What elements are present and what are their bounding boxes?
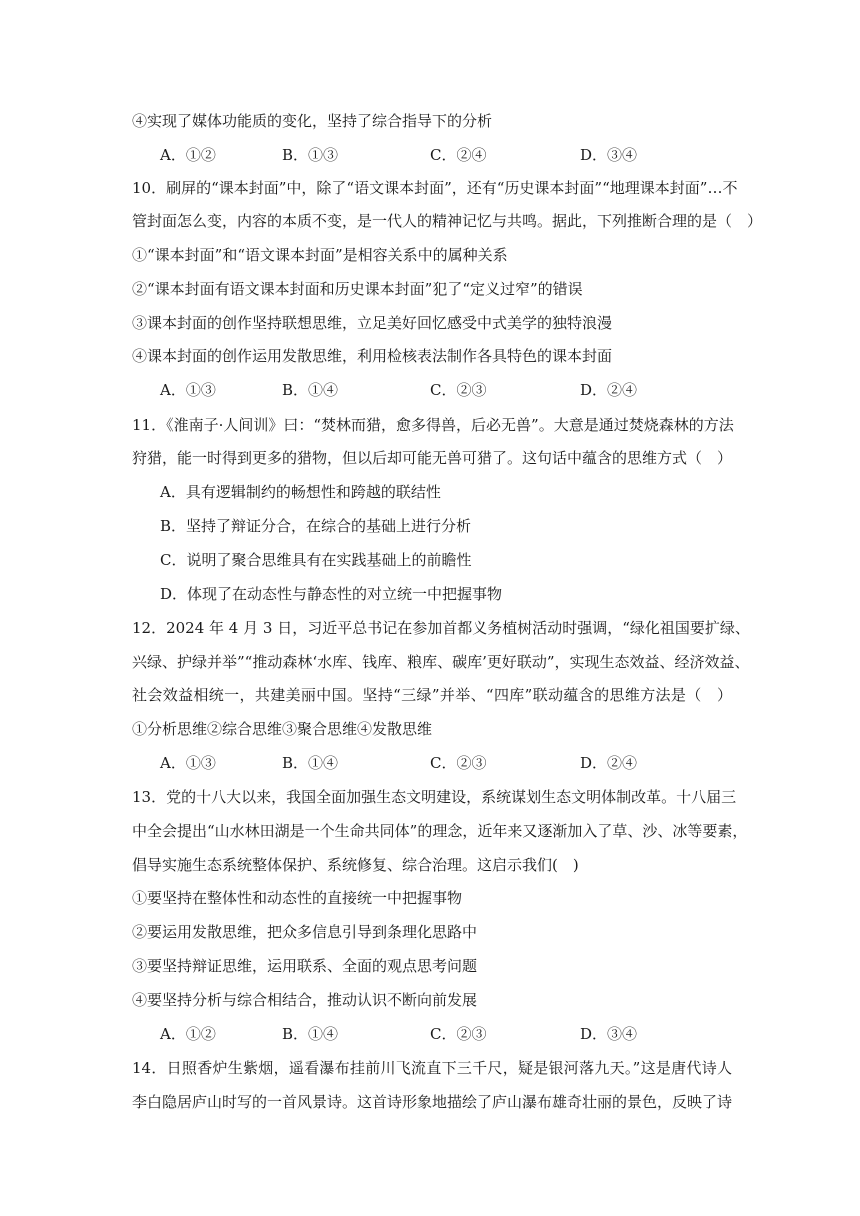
q13-stem-line1: 13．党的十八大以来，我国全面加强生态文明建设，系统谋划生态文明体制改革。十八届三 [132,788,737,806]
q12-stem-line3: 社会效益相统一，共建美丽中国。坚持“三绿”并举、“四库”联动蕴含的思维方法是（ ） [132,686,732,704]
q11-stem-line1: 11．《淮南子·人间训》曰：“焚林而猎，愈多得兽，后必无兽”。大意是通过焚烧森林的方法 [132,416,734,434]
q11-option-a: A．具有逻辑制约的畅想性和跨越的联结性 [160,483,441,501]
q12-stem-line2: 兴绿、护绿并举”“推动森林‘水库、钱库、粮库、碳库’更好联动”，实现生态效益、经济效益、 [132,653,750,671]
q9-option-c: C．②④ [430,146,487,164]
q11-stem-line2: 狩猎，能一时得到更多的猎物，但以后却可能无兽可猎了。这句话中蕴含的思维方式（ ） [132,449,733,467]
q10-stem-line2: 管封面怎么变，内容的本质不变，是一代人的精神记忆与共鸣。据此，下列推断合理的是（ ） [132,212,763,230]
q12-items: ①分析思维②综合思维③聚合思维④发散思维 [132,720,433,738]
q13-option-b: B．①④ [282,1025,339,1043]
q10-item-3: ③课本封面的创作坚持联想思维，立足美好回忆感受中式美学的独特浪漫 [132,314,613,332]
q14-stem-line1: 14．日照香炉生紫烟，遥看瀑布挂前川飞流直下三千尺，疑是银河落九天。”这是唐代诗人 [132,1059,732,1077]
q9-option-a: A．①② [160,146,216,164]
q10-option-b: B．①④ [282,381,339,399]
q10-item-4: ④课本封面的创作运用发散思维，利用检核表法制作各具特色的课本封面 [132,347,613,365]
q12-option-a: A．①③ [160,754,216,772]
q11-option-c: C．说明了聚合思维具有在实践基础上的前瞻性 [160,551,472,569]
q9-item-4: ④实现了媒体功能质的变化，坚持了综合指导下的分析 [132,112,493,130]
q10-option-c: C．②③ [430,381,487,399]
q12-stem-line1: 12．2024 年 4 月 3 日，习近平总书记在参加首都义务植树活动时强调，“绿化祖国要扩绿、 [132,619,750,637]
q13-stem-line3: 倡导实施生态系统整体保护、系统修复、综合治理。这启示我们( ) [132,856,579,874]
q9-option-d: D．③④ [580,146,638,164]
q10-option-d: D．②④ [580,381,638,399]
q13-item-1: ①要坚持在整体性和动态性的直接统一中把握事物 [132,889,463,907]
q12-option-b: B．①④ [282,754,339,772]
q13-option-c: C．②③ [430,1025,487,1043]
q11-option-b: B．坚持了辩证分合，在综合的基础上进行分析 [160,517,472,535]
q10-stem-line1: 10．刷屏的“课本封面”中，除了“语文课本封面”，还有“历史课本封面”“地理课本封面”…不 [132,179,738,197]
q13-item-4: ④要坚持分析与综合相结合，推动认识不断向前发展 [132,991,478,1009]
q10-item-2: ②“课本封面有语文课本封面和历史课本封面”犯了“定义过窄”的错误 [132,280,583,298]
q11-option-d: D．体现了在动态性与静态性的对立统一中把握事物 [160,585,503,603]
q12-option-c: C．②③ [430,754,487,772]
q13-item-3: ③要坚持辩证思维，运用联系、全面的观点思考问题 [132,957,478,975]
q10-option-a: A．①③ [160,381,216,399]
q13-stem-line2: 中全会提出“山水林田湖是一个生命共同体”的理念，近年来又逐渐加入了草、沙、冰等要素， [132,822,748,840]
q12-option-d: D．②④ [580,754,638,772]
q14-stem-line2: 李白隐居庐山时写的一首风景诗。这首诗形象地描绘了庐山瀑布雄奇壮丽的景色，反映了诗 [132,1093,733,1111]
q13-item-2: ②要运用发散思维，把众多信息引导到条理化思路中 [132,923,478,941]
q13-option-a: A．①② [160,1025,216,1043]
q9-option-b: B．①③ [282,146,339,164]
q10-item-1: ①“课本封面”和“语文课本封面”是相容关系中的属种关系 [132,246,508,264]
q13-option-d: D．③④ [580,1025,638,1043]
